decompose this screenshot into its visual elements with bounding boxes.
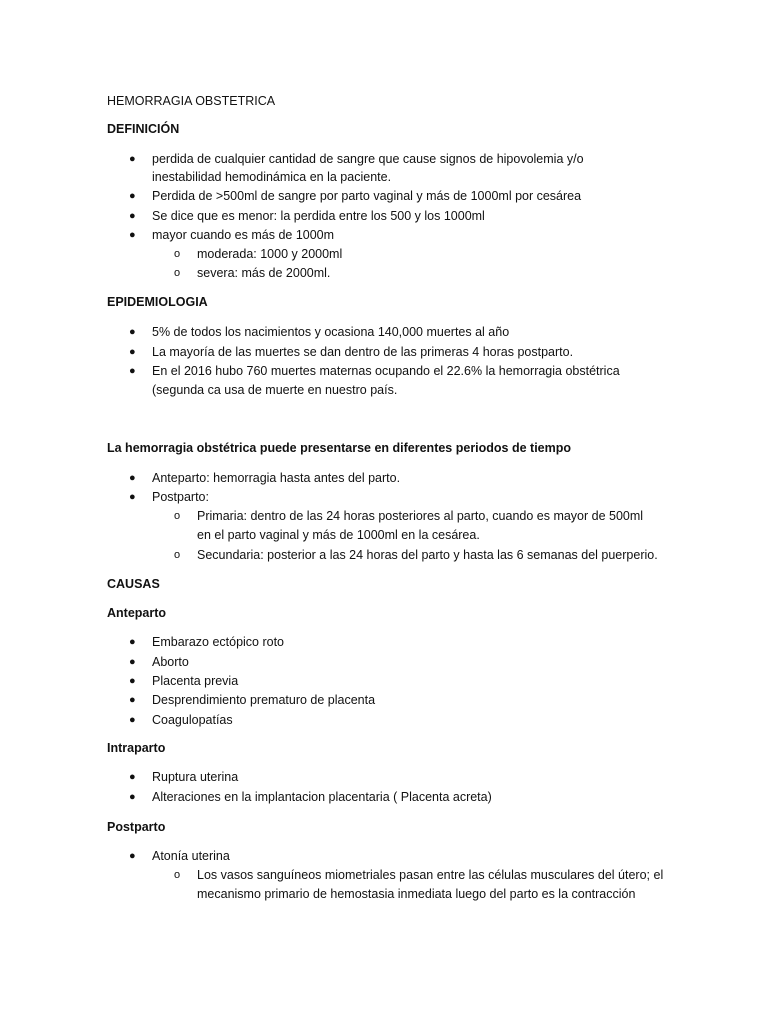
subheading-anteparto: Anteparto [107, 606, 167, 620]
list-item: Coagulopatías [152, 713, 233, 727]
list-item: Postparto: [152, 490, 209, 504]
sub-bullet-marker: o [174, 267, 181, 279]
list-item: En el 2016 hubo 760 muertes maternas ocupando el 22.6% la hemorragia obstétrica [152, 364, 620, 378]
bullet-marker: ● [129, 636, 136, 648]
subheading-postparto: Postparto [107, 820, 166, 834]
sub-list-item: Secundaria: posterior a las 24 horas del parto y hasta las 6 semanas del puerperio. [197, 548, 658, 562]
bullet-marker: ● [129, 190, 136, 202]
list-item: perdida de cualquier cantidad de sangre que cause signos de hipovolemia y/o [152, 152, 584, 166]
bullet-marker: ● [129, 714, 136, 726]
section-heading-periodos: La hemorragia obstétrica puede presentarse en diferentes periodos de tiempo [107, 441, 572, 455]
sub-list-item: Primaria: dentro de las 24 horas posteriores al parto, cuando es mayor de 500ml [197, 509, 644, 523]
sub-bullet-marker: o [174, 248, 181, 260]
bullet-marker: ● [129, 365, 136, 377]
list-item: Atonía uterina [152, 849, 230, 863]
list-item-continuation: inestabilidad hemodinámica en la paciente. [152, 170, 392, 184]
list-item: Aborto [152, 655, 189, 669]
sub-list-item: Los vasos sanguíneos miometriales pasan entre las células musculares del útero; el [197, 868, 664, 882]
sub-list-item: moderada: 1000 y 2000ml [197, 247, 343, 261]
sub-bullet-marker: o [174, 510, 181, 522]
bullet-marker: ● [129, 656, 136, 668]
bullet-marker: ● [129, 229, 136, 241]
list-item: Desprendimiento prematuro de placenta [152, 693, 376, 707]
list-item-continuation: (segunda ca usa de muerte en nuestro país. [152, 383, 398, 397]
bullet-marker: ● [129, 771, 136, 783]
bullet-marker: ● [129, 491, 136, 503]
section-heading-epidemiologia: EPIDEMIOLOGIA [107, 295, 208, 309]
sub-bullet-marker: o [174, 869, 181, 881]
sub-list-item: severa: más de 2000ml. [197, 266, 331, 280]
subheading-intraparto: Intraparto [107, 741, 166, 755]
list-item: Anteparto: hemorragia hasta antes del parto. [152, 471, 401, 485]
list-item: Perdida de >500ml de sangre por parto vaginal y más de 1000ml por cesárea [152, 189, 582, 203]
bullet-marker: ● [129, 153, 136, 165]
list-item: Placenta previa [152, 674, 239, 688]
document-title: HEMORRAGIA OBSTETRICA [107, 94, 276, 108]
section-heading-definicion: DEFINICIÓN [107, 122, 180, 136]
bullet-marker: ● [129, 210, 136, 222]
list-item: 5% de todos los nacimientos y ocasiona 140,000 muertes al año [152, 325, 510, 339]
list-item: Se dice que es menor: la perdida entre los 500 y los 1000ml [152, 209, 485, 223]
list-item: Alteraciones en la implantacion placentaria ( Placenta acreta) [152, 790, 492, 804]
section-heading-causas: CAUSAS [107, 577, 160, 591]
sub-list-item-continuation: en el parto vaginal y más de 1000ml en la cesárea. [197, 528, 480, 542]
sub-list-item-continuation: mecanismo primario de hemostasia inmediata luego del parto es la contracción [197, 887, 636, 901]
list-item: mayor cuando es más de 1000m [152, 228, 335, 242]
bullet-marker: ● [129, 694, 136, 706]
bullet-marker: ● [129, 472, 136, 484]
bullet-marker: ● [129, 326, 136, 338]
list-item: Ruptura uterina [152, 770, 239, 784]
bullet-marker: ● [129, 675, 136, 687]
bullet-marker: ● [129, 791, 136, 803]
sub-bullet-marker: o [174, 549, 181, 561]
list-item: Embarazo ectópico roto [152, 635, 285, 649]
list-item: La mayoría de las muertes se dan dentro de las primeras 4 horas postparto. [152, 345, 574, 359]
bullet-marker: ● [129, 850, 136, 862]
bullet-marker: ● [129, 346, 136, 358]
